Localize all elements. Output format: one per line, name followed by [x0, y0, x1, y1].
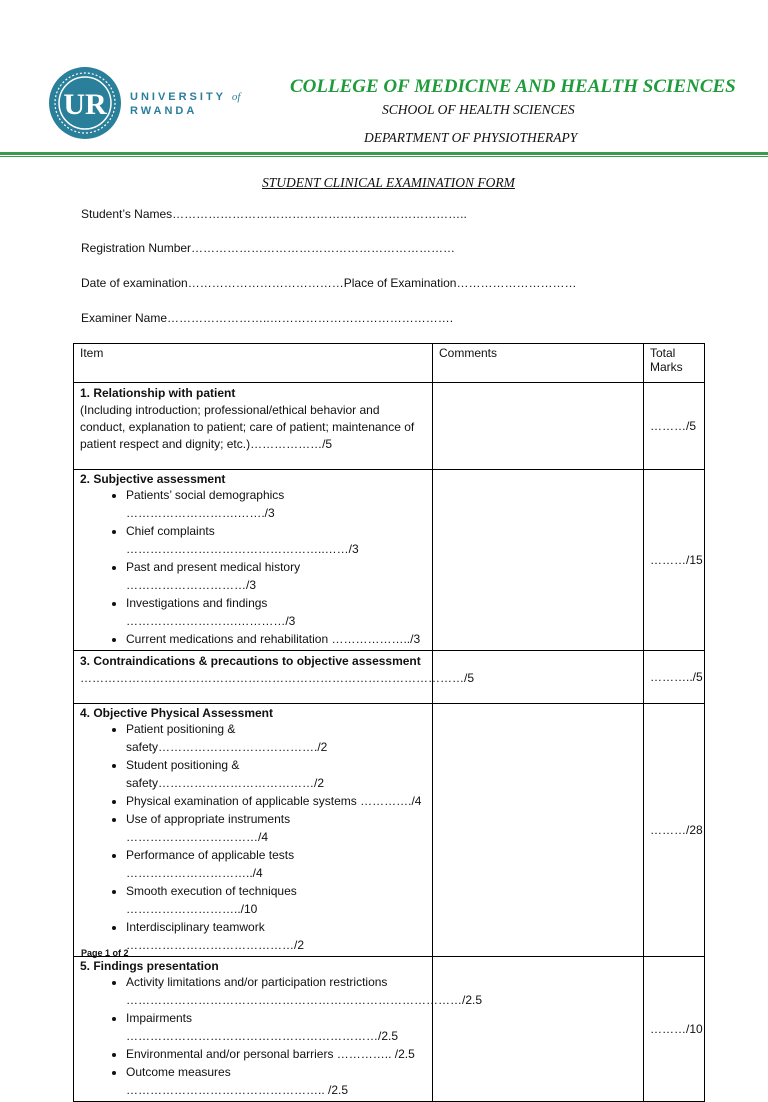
section-body: (Including introduction; professional/ethical behavior and conduct, explanation to patient; care of patient; maintenance of patient respect and dignity; etc.)………………/5: [80, 403, 415, 451]
list-item-text: Activity limitations and/or participation restrictions: [126, 975, 388, 989]
total-mark[interactable]: ………/15: [644, 470, 705, 651]
section-findings: [74, 957, 483, 1102]
comments-cell[interactable]: [433, 383, 644, 470]
logo-monogram: UR: [63, 88, 107, 121]
section-relationship: [74, 383, 433, 470]
section-title: 1. Relationship with patient: [80, 386, 236, 400]
header-comments: Comments: [433, 344, 644, 383]
table-row: [74, 651, 705, 704]
table-row: [74, 957, 705, 1102]
total-mark[interactable]: ………/5: [644, 383, 705, 470]
list-item: • Chief complaints …………………………………………..……/3: [126, 522, 426, 558]
school-title: SCHOOL OF HEALTH SCIENCES: [382, 102, 575, 117]
university-of: of: [231, 91, 241, 103]
header-total-marks: Total Marks: [644, 344, 705, 383]
list-item-continuation: …………………………………………………………………………/2.5: [126, 993, 483, 1007]
section-objective: [74, 704, 433, 957]
list-item: • Patients’ social demographics ……………………….……./3: [126, 486, 426, 522]
examiner-name-field[interactable]: Examiner Name……………………..……………………………………….: [81, 311, 454, 325]
table-header-row: [74, 344, 705, 383]
table-row: [74, 704, 705, 957]
section-title: 4. Objective Physical Assessment: [80, 706, 273, 720]
section-contraindications: [74, 651, 475, 704]
header-rule: [0, 152, 768, 155]
list-item: • Student positioning & safety…………………………………/2: [126, 756, 426, 792]
university-line2: RWANDA: [130, 105, 198, 117]
university-line1: UNIVERSITY: [130, 91, 226, 103]
section-title: 3. Contraindications & precautions to objective assessment: [80, 654, 421, 668]
header-rule-thin: [0, 156, 768, 157]
comments-cell[interactable]: [433, 704, 644, 957]
college-title: COLLEGE OF MEDICINE AND HEALTH SCIENCES: [290, 76, 736, 97]
list-item: • Outcome measures ………………………………………….. /2.5: [126, 1063, 426, 1099]
list-item: [126, 973, 483, 1009]
list-item: • Environmental and/or personal barriers ………….. /2.5: [126, 1045, 426, 1063]
total-mark[interactable]: ………/28: [644, 704, 705, 957]
students-names-field[interactable]: Student’s Names………………………………………………………………..: [81, 207, 467, 221]
list-item: • Investigations and findings ……………………….…………/3: [126, 594, 426, 630]
comments-cell[interactable]: [433, 470, 644, 651]
list-item: • Current medications and rehabilitation ………………../3: [126, 630, 426, 648]
total-mark[interactable]: ………../5: [644, 651, 705, 704]
registration-number-field[interactable]: Registration Number…………………………………………………………: [81, 241, 456, 255]
list-item: • Smooth execution of techniques ………………………../10: [126, 882, 426, 918]
section-body: ……………………………………………………………………………………/5: [80, 671, 475, 685]
list-item: • Physical examination of applicable systems …………./4: [126, 792, 426, 810]
list-item: • Use of appropriate instruments ……………………………/4: [126, 810, 426, 846]
section-title: 5. Findings presentation: [80, 959, 219, 973]
form-title: STUDENT CLINICAL EXAMINATION FORM: [262, 175, 515, 190]
list-item: • Patient positioning & safety…………………………………./2: [126, 720, 426, 756]
table-row: [74, 383, 705, 470]
list-item: • Past and present medical history …………………………/3: [126, 558, 426, 594]
table-row: [74, 470, 705, 651]
header-item: Item: [74, 344, 433, 383]
comments-cell[interactable]: [433, 957, 644, 1102]
date-place-field[interactable]: Date of examination…………………………………Place of Examination…………………………: [81, 276, 577, 290]
list-item: • Performance of applicable tests …………………………../4: [126, 846, 426, 882]
page-number: Page 1 of 2: [81, 948, 129, 958]
list-item: • Impairments ………………………………………………………/2.5: [126, 1009, 426, 1045]
total-mark[interactable]: ………/10: [644, 957, 705, 1102]
list-item: • Interdisciplinary teamwork ……………………………………/2: [126, 918, 426, 954]
section-subjective: [74, 470, 433, 651]
section-title: 2. Subjective assessment: [80, 472, 226, 486]
examination-table: [73, 343, 705, 1102]
department-title: DEPARTMENT OF PHYSIOTHERAPY: [364, 130, 578, 145]
